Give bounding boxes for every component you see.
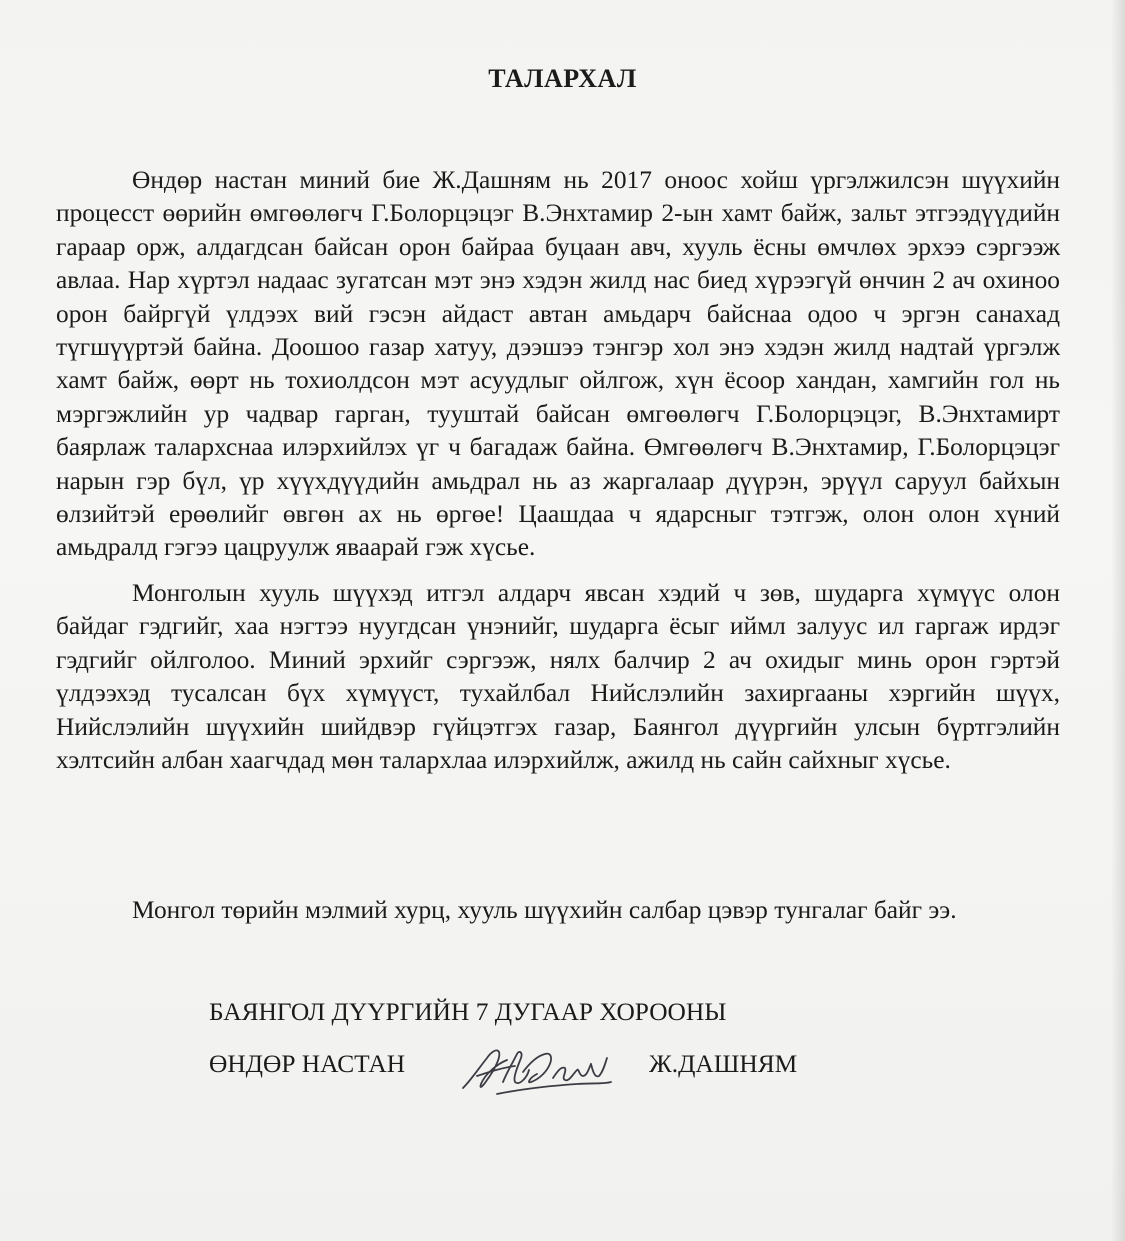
- document-title: ТАЛАРХАЛ: [488, 64, 637, 93]
- paragraph-gratitude-institutions: Монголын хууль шүүхэд итгэл алдарч явсан хэдий ч зөв, шударга хүмүүс олон байдаг гэдгийг, хаа нэгтээ нуугдсан үнэнийг, шударга ёсыг иймл залуус ил гаргаж ирдэг гэдгийг ойлголоо. Миний эрхийг сэргээж, нялх балчир 2 ач охидыг минь орон гэртэй үлдээхэд тусалсан бүх хүмүүст, тухайлбал Нийслэлийн захиргааны хэргийн шүүх, Нийслэлийн шүүхийн шийдвэр гүйцэтгэх газар, Баянгол дүүргийн улсын бүртгэлийн хэлтсийн албан хаагчдад мөн талархлаа илэрхийлж, ажилд нь сайн сайхныг хүсье.: [56, 578, 1060, 774]
- signer-role: ӨНДӨР НАСТАН: [209, 1050, 406, 1078]
- paragraph-gratitude-lawyers: Өндөр настан миний бие Ж.Дашням нь 2017 оноос хойш үргэлжилсэн шүүхийн процесст өөрийн өмгөөлөгч Г.Болорцэцэг В.Энхтамир 2-ын хамт байж, зальт этгээдүүдийн гараар орж, алдагдсан байсан орон байраа буцаан авч, хууль ёсны өмчлөх эрхээ сэргээж авлаа. Нар хүртэл надаас зугатсан мэт энэ хэдэн жилд нас биед хүрээгүй өнчин 2 ач охиноо орон байргүй үлдээх вий гэсэн айдаст автан амьдарч байснаа одоо ч эргэн санахад түгшүүртэй байна. Доошоо газар хатуу, дээшээ тэнгэр хол энэ хэдэн жилд надтай үргэлж хамт байж, өөрт нь тохиолдсон мэт асуудлыг ойлгож, хүн ёсоор хандан, хамгийн гол нь мэргэжлийн ур чадвар гарган, тууштай байсан өмгөөлөгч Г.Болорцэцэг, В.Энхтамирт баярлаж талархснаа илэрхийлэх үг ч багадаж байна. Өмгөөлөгч В.Энхтамир, Г.Болорцэцэг нарын гэр бүл, үр хүүхдүүдийн амьдрал нь аз жаргалаар дүүрэн, эрүүл саруул байхын өлзийтэй ерөөлийг өвгөн ах нь өргөе! Цаашдаа ч ядарсныг тэтгэж, олон олон хүний амьдралд гэгээ цацруулж яваарай гэж хүсье.: [56, 166, 1060, 562]
- letter-body: [56, 164, 1060, 777]
- signature-district-line: БАЯНГОЛ ДҮҮРГИЙН 7 ДУГААР ХОРООНЫ: [209, 998, 727, 1026]
- signer-name: Ж.ДАШНЯМ: [649, 1050, 798, 1078]
- signature-line: [209, 1050, 849, 1100]
- closing-wish: Монгол төрийн мэлмий хурц, хууль шүүхийн салбар цэвэр тунгалаг байг ээ.: [132, 896, 957, 924]
- handwritten-signature: [457, 1038, 617, 1100]
